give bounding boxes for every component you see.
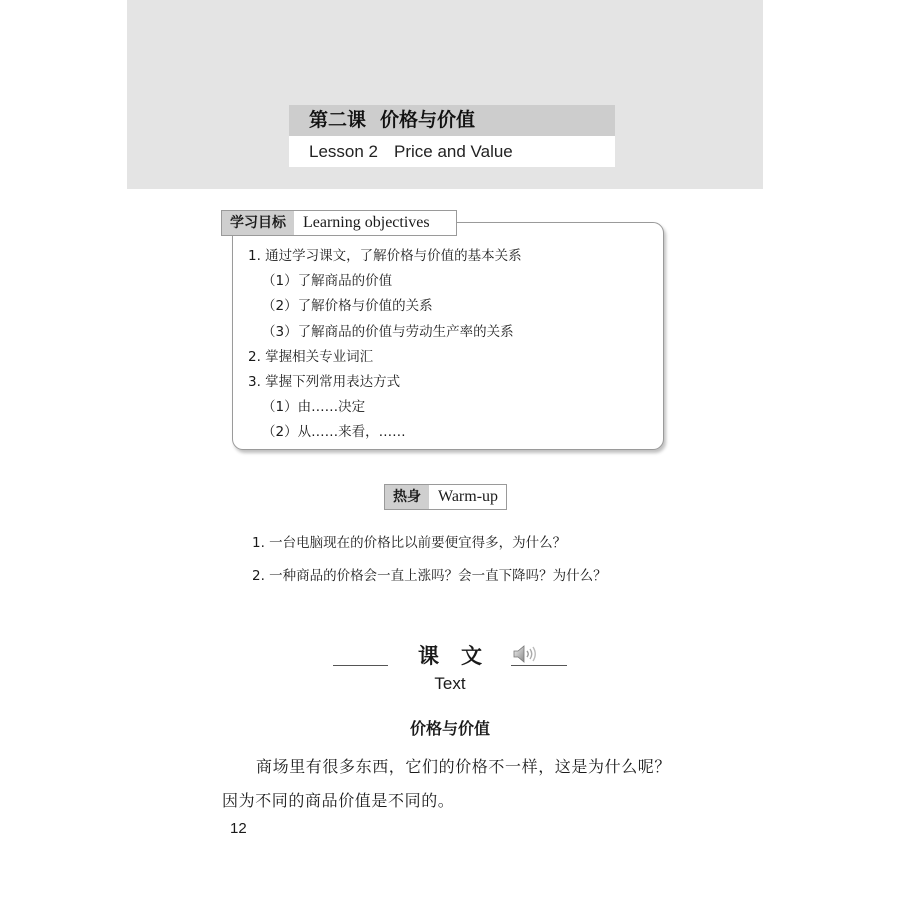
objectives-label-cn: 学习目标: [222, 211, 294, 235]
heading-rule-right: [511, 665, 567, 666]
lesson-title-en: [289, 136, 615, 167]
speaker-icon[interactable]: [512, 643, 538, 665]
article-title: 价格与价值: [409, 719, 490, 738]
objectives-list: [248, 244, 522, 446]
objective-item: （1）由……决定: [262, 399, 366, 416]
text-heading-cn: 课文: [418, 644, 504, 668]
page-number: 12: [230, 820, 247, 837]
warmup-tag: [384, 484, 507, 510]
objective-item: 1. 通过学习课文，了解价格与价值的基本关系: [248, 248, 522, 264]
objective-item: （2）从……来看，……: [262, 424, 406, 441]
objective-item: 3. 掌握下列常用表达方式: [248, 373, 401, 390]
warmup-label-en: Warm-up: [438, 488, 499, 505]
warmup-question-2: 2. 一种商品的价格会一直上涨吗？会一直下降吗？为什么？: [252, 568, 607, 584]
objective-item: （2）了解价格与价值的关系: [262, 298, 433, 315]
text-heading-en: Text: [434, 674, 466, 693]
lesson-number-en: Lesson 2: [309, 142, 378, 161]
warmup-question-1: 1. 一台电脑现在的价格比以前要便宜得多，为什么？: [252, 535, 567, 551]
heading-rule-left: [333, 665, 388, 666]
warmup-label-cn: 热身: [385, 485, 429, 509]
objectives-label-en: Learning objectives: [303, 214, 430, 231]
objectives-tag: [221, 210, 457, 236]
lesson-title-text-en: Price and Value: [394, 142, 513, 161]
objective-item: 2. 掌握相关专业词汇: [248, 348, 374, 365]
lesson-number-cn: 第二课: [309, 109, 367, 131]
lesson-title-cn: [289, 105, 615, 136]
article-paragraph: 商场里有很多东西，它们的价格不一样，这是为什么呢？因为不同的商品价值是不同的。: [222, 757, 672, 810]
lesson-title-text-cn: 价格与价值: [380, 109, 476, 131]
objective-item: （3）了解商品的价值与劳动生产率的关系: [262, 323, 514, 340]
objective-item: （1）了解商品的价值: [262, 273, 393, 290]
